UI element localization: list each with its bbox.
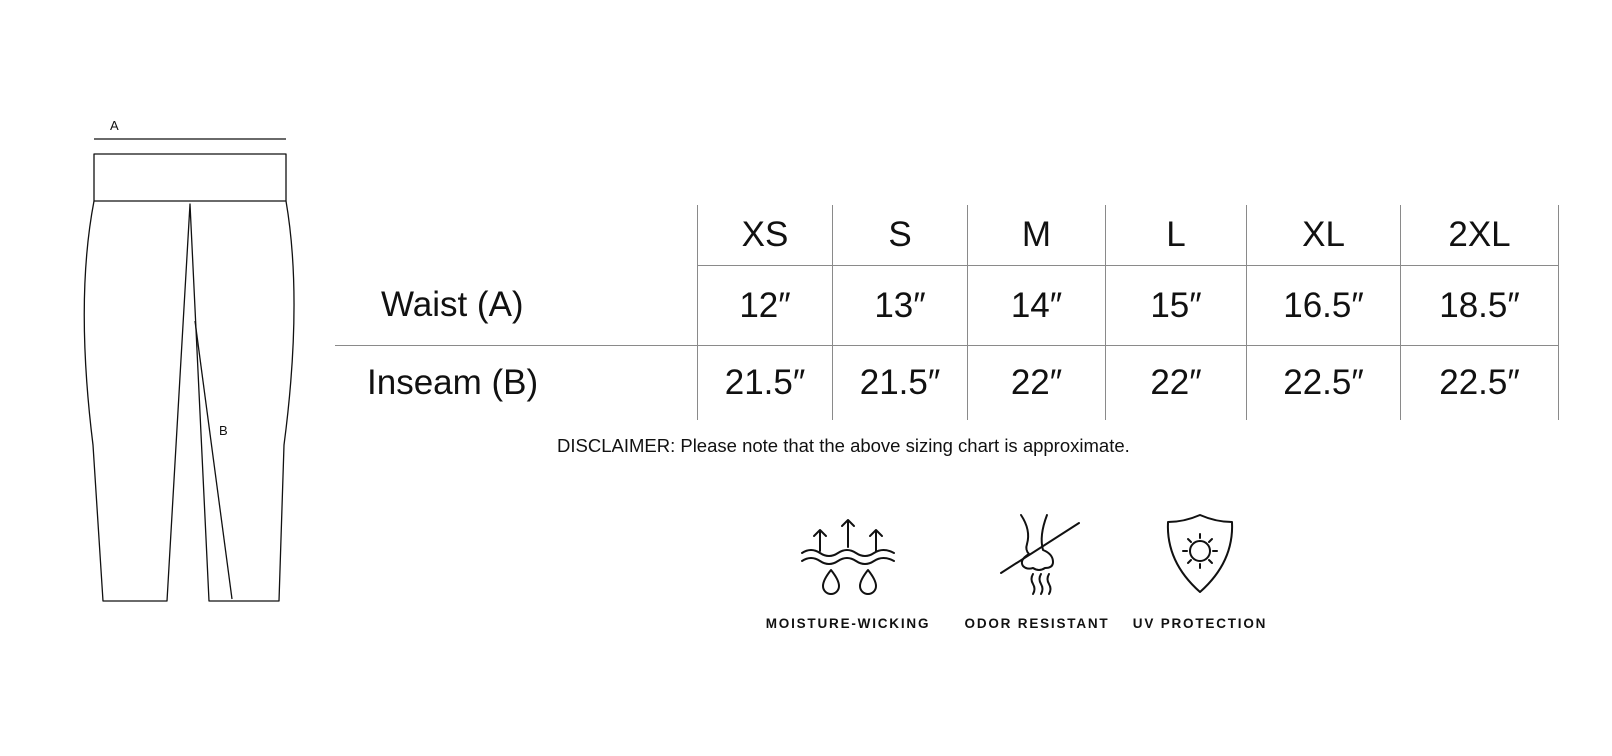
moisture-wicking-icon	[798, 510, 898, 600]
waist-2xl: 18.5″	[1401, 266, 1559, 346]
size-header-row	[335, 205, 1559, 266]
waist-l: 15″	[1106, 266, 1247, 346]
size-header-l: L	[1106, 205, 1247, 266]
size-header-2xl: 2XL	[1401, 205, 1559, 266]
inseam-xs: 21.5″	[698, 346, 833, 421]
feature-odor-resistant	[952, 510, 1122, 631]
row-label-waist: Waist (A)	[381, 285, 524, 325]
leggings-outline	[84, 201, 294, 601]
waist-s: 13″	[833, 266, 968, 346]
inseam-s: 21.5″	[833, 346, 968, 421]
header-empty	[335, 205, 698, 266]
row-label-inseam: Inseam (B)	[335, 346, 698, 421]
feature-uv-protection	[1115, 510, 1285, 631]
inseam-m: 22″	[968, 346, 1106, 421]
feature-label-uv-protection: UV PROTECTION	[1132, 616, 1268, 631]
feature-label-odor-resistant: ODOR RESISTANT	[964, 616, 1110, 631]
size-chart-table	[335, 205, 1559, 420]
label-b: B	[219, 423, 228, 438]
disclaimer-text: DISCLAIMER: Please note that the above sizing chart is approximate.	[557, 435, 1130, 456]
size-header-m: M	[968, 205, 1106, 266]
uv-protection-icon	[1150, 510, 1250, 600]
odor-resistant-icon	[987, 510, 1087, 600]
table-row-inseam	[335, 346, 1559, 421]
inseam-xl: 22.5″	[1247, 346, 1401, 421]
label-a: A	[110, 118, 119, 133]
waistband	[94, 154, 286, 201]
table-row-waist	[335, 266, 1559, 346]
size-header-s: S	[833, 205, 968, 266]
size-header-xl: XL	[1247, 205, 1401, 266]
waist-xl: 16.5″	[1247, 266, 1401, 346]
feature-moisture-wicking	[763, 510, 933, 631]
leggings-diagram	[0, 0, 320, 620]
inseam-measure-line	[195, 321, 232, 599]
feature-label-moisture-wicking: MOISTURE-WICKING	[765, 616, 931, 631]
waist-xs: 12″	[698, 266, 833, 346]
waist-m: 14″	[968, 266, 1106, 346]
inseam-2xl: 22.5″	[1401, 346, 1559, 421]
inseam-l: 22″	[1106, 346, 1247, 421]
size-header-xs: XS	[698, 205, 833, 266]
